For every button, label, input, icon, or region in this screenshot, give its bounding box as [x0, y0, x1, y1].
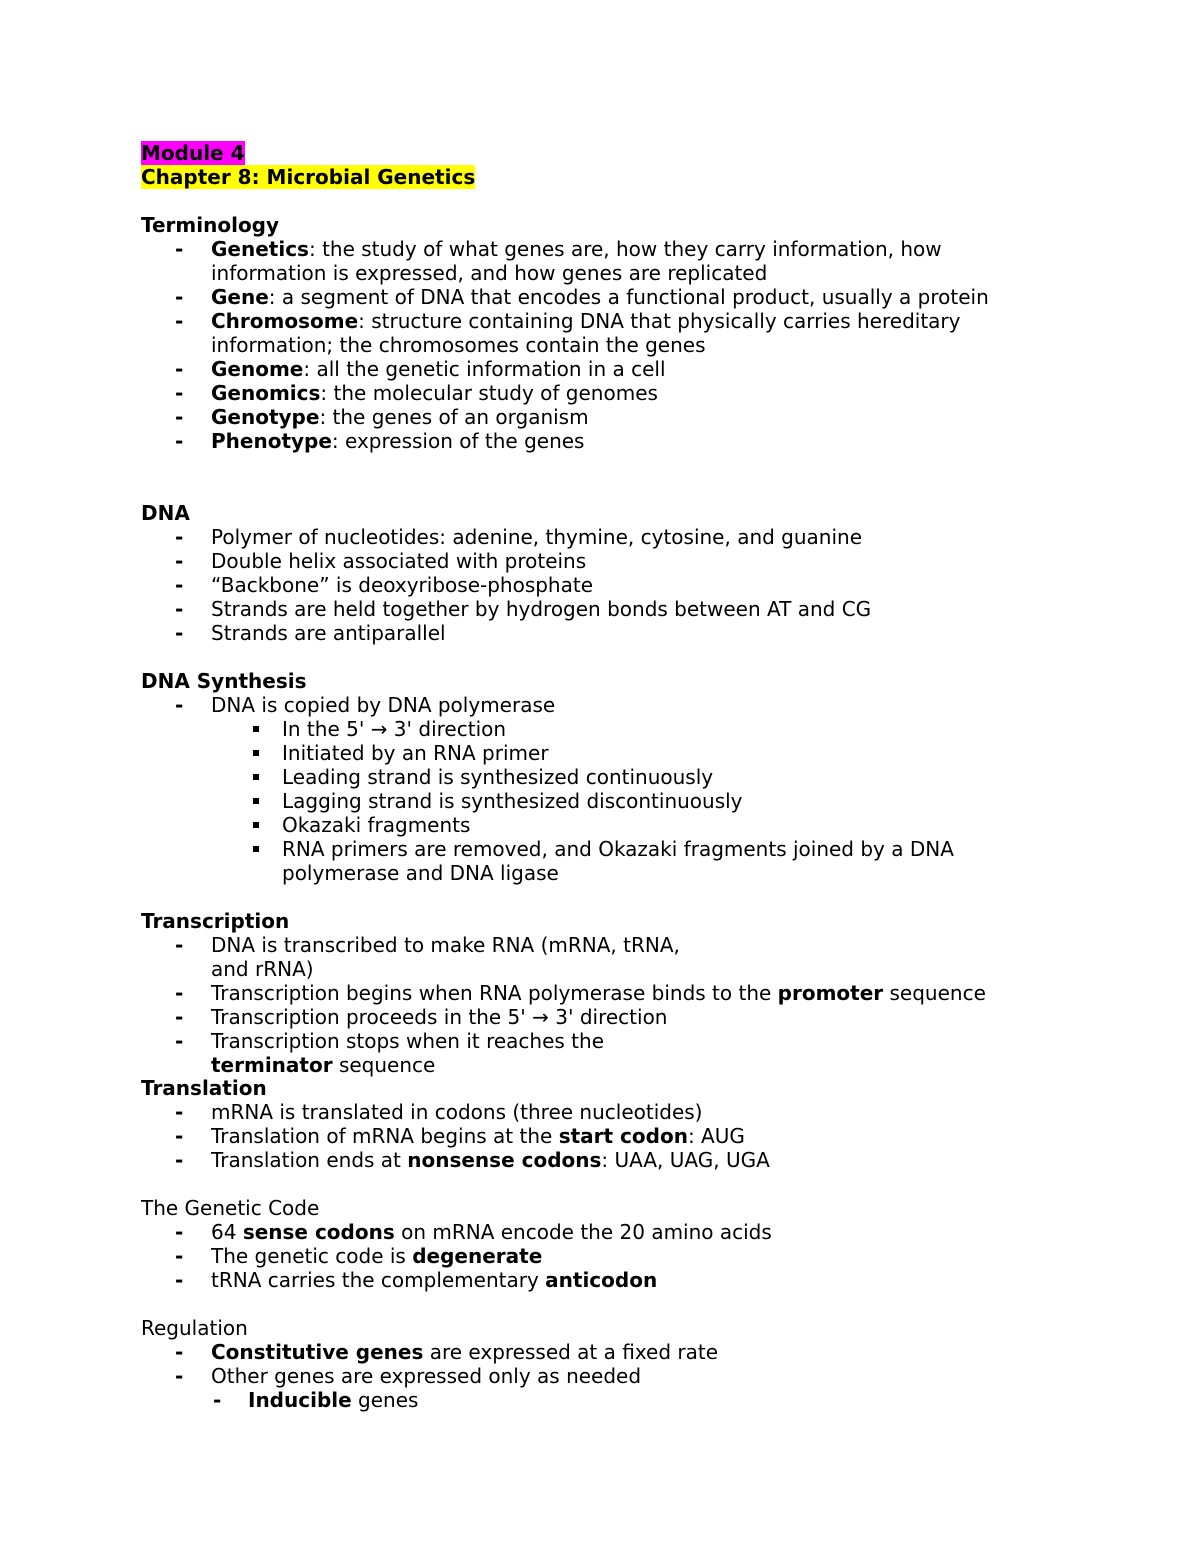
bold-term: sense codons [242, 1220, 395, 1244]
module-title: Module 4 [141, 141, 245, 165]
list-item-text: Transcription stops when it reaches the [211, 1029, 605, 1053]
dash-bullet: - [175, 381, 184, 405]
list-item-text: Gene: a segment of DNA that encodes a functional product, usually a protein [211, 285, 989, 309]
list-item-text: Constitutive genes are expressed at a fixed rate [211, 1340, 719, 1364]
list-item [141, 525, 1061, 549]
bold-term: Genotype [211, 405, 320, 429]
dash-bullet: - [175, 1124, 184, 1148]
dash-bullet: - [175, 1244, 184, 1268]
list-item-text: mRNA is translated in codons (three nucleotides) [211, 1100, 703, 1124]
list-item-text: Strands are held together by hydrogen bonds between AT and CG [211, 597, 872, 621]
square-bullet-icon [253, 726, 259, 732]
list-item [141, 1029, 1061, 1053]
dash-bullet: - [175, 1268, 184, 1292]
list-item-text: Translation of mRNA begins at the start codon: AUG [211, 1124, 745, 1148]
list-item-text: Chromosome: structure containing DNA that physically carries hereditary [211, 309, 961, 333]
dash-bullet: - [175, 549, 184, 573]
bold-term: start codon [558, 1124, 688, 1148]
dash-bullet: - [175, 429, 184, 453]
bold-term: Genetics [211, 237, 309, 261]
list-item-text: and rRNA) [211, 957, 314, 981]
list-item [141, 381, 1061, 405]
bold-term: anticodon [545, 1268, 658, 1292]
list-item [141, 1364, 1061, 1388]
list-item [141, 573, 1061, 597]
section-heading-regulation: Regulation [141, 1316, 248, 1340]
bold-term: Phenotype [211, 429, 332, 453]
list-item [141, 1244, 1061, 1268]
sub-list-item [141, 1388, 1061, 1412]
dash-bullet: - [175, 573, 184, 597]
list-item-text: polymerase and DNA ligase [282, 861, 559, 885]
list-item-text: Okazaki fragments [282, 813, 471, 837]
list-item-text: Genome: all the genetic information in a cell [211, 357, 666, 381]
bold-term: Gene [211, 285, 269, 309]
square-bullet-icon [253, 774, 259, 780]
list-item-text: information; the chromosomes contain the genes [211, 333, 706, 357]
bold-term: promoter [777, 981, 884, 1005]
list-item [141, 621, 1061, 645]
list-item-continuation [141, 261, 1061, 285]
dash-bullet: - [175, 1100, 184, 1124]
list-item-text: Transcription begins when RNA polymerase binds to the promoter sequence [211, 981, 986, 1005]
list-item [141, 1100, 1061, 1124]
list-item-text: 64 sense codons on mRNA encode the 20 amino acids [211, 1220, 772, 1244]
dash-bullet: - [175, 309, 184, 333]
list-item [141, 597, 1061, 621]
list-item [141, 933, 1061, 957]
list-item-text: Lagging strand is synthesized discontinuously [282, 789, 743, 813]
dash-bullet: - [175, 1364, 184, 1388]
dna-list [141, 525, 1061, 645]
section-heading-terminology: Terminology [141, 213, 280, 237]
bold-term: Genomics [211, 381, 321, 405]
list-item [141, 1340, 1061, 1364]
list-item-text: tRNA carries the complementary anticodon [211, 1268, 658, 1292]
document-page [141, 141, 1061, 1412]
list-item [141, 237, 1061, 261]
list-item [141, 429, 1061, 453]
list-item-text: Genomics: the molecular study of genomes [211, 381, 658, 405]
dash-bullet: - [175, 1340, 184, 1364]
bold-term: Inducible [248, 1388, 352, 1412]
list-item-text: Polymer of nucleotides: adenine, thymine, cytosine, and guanine [211, 525, 863, 549]
list-item-text: Transcription proceeds in the 5' → 3' direction [211, 1005, 668, 1029]
list-item-continuation [141, 1053, 1061, 1077]
list-item-continuation [141, 333, 1061, 357]
bold-term: terminator [211, 1053, 333, 1077]
dash-bullet: - [175, 405, 184, 429]
chapter-title: Chapter 8: Microbial Genetics [141, 165, 476, 189]
dash-bullet: - [175, 285, 184, 309]
bold-term: degenerate [412, 1244, 543, 1268]
sub-list-item-continuation [141, 861, 1061, 885]
list-item-text: “Backbone” is deoxyribose-phosphate [211, 573, 594, 597]
dash-bullet: - [175, 981, 184, 1005]
list-item [141, 405, 1061, 429]
dash-bullet: - [175, 1148, 184, 1172]
square-bullet-icon [253, 822, 259, 828]
sub-list-item [141, 717, 1061, 741]
list-item-text: Phenotype: expression of the genes [211, 429, 585, 453]
section-heading-dna-synthesis: DNA Synthesis [141, 669, 307, 693]
list-item [141, 1268, 1061, 1292]
list-item [141, 1220, 1061, 1244]
list-item-text: Leading strand is synthesized continuously [282, 765, 714, 789]
dash-bullet: - [175, 1005, 184, 1029]
sub-list-item [141, 837, 1061, 861]
list-item-text: DNA is copied by DNA polymerase [211, 693, 556, 717]
square-bullet-icon [253, 846, 259, 852]
sub-list-item [141, 813, 1061, 837]
list-item-text: In the 5' → 3' direction [282, 717, 507, 741]
sub-list-item [141, 765, 1061, 789]
list-item-text: Genetics: the study of what genes are, how they carry information, how [211, 237, 942, 261]
list-item-text: Inducible genes [248, 1388, 419, 1412]
dash-bullet: - [175, 621, 184, 645]
section-heading-transcription: Transcription [141, 909, 290, 933]
list-item-text: The genetic code is degenerate [211, 1244, 543, 1268]
dash-bullet: - [175, 1029, 184, 1053]
list-item-text: Strands are antiparallel [211, 621, 446, 645]
dash-bullet: - [175, 357, 184, 381]
synthesis-sublist [141, 717, 1061, 885]
square-bullet-icon [253, 750, 259, 756]
terminology-list [141, 237, 1061, 453]
list-item-text: Genotype: the genes of an organism [211, 405, 589, 429]
list-item-text: information is expressed, and how genes are replicated [211, 261, 768, 285]
square-bullet-icon [253, 798, 259, 804]
list-item [141, 981, 1061, 1005]
dash-bullet: - [175, 237, 184, 261]
sub-list-item [141, 789, 1061, 813]
list-item [141, 1124, 1061, 1148]
bold-term: Genome [211, 357, 304, 381]
list-item-text: Initiated by an RNA primer [282, 741, 549, 765]
list-item [141, 357, 1061, 381]
section-heading-translation: Translation [141, 1076, 267, 1100]
bold-term: Chromosome [211, 309, 359, 333]
dash-bullet: - [175, 933, 184, 957]
list-item-text: terminator sequence [211, 1053, 436, 1077]
list-item-text: Double helix associated with proteins [211, 549, 587, 573]
dash-bullet: - [175, 693, 184, 717]
bold-term: Constitutive genes [211, 1340, 424, 1364]
section-heading-genetic-code: The Genetic Code [141, 1196, 320, 1220]
list-item-text: Translation ends at nonsense codons: UAA, UAG, UGA [211, 1148, 770, 1172]
bold-term: nonsense codons [407, 1148, 602, 1172]
dash-bullet: - [175, 525, 184, 549]
list-item [141, 693, 1061, 717]
dash-bullet: - [175, 1220, 184, 1244]
list-item-continuation [141, 957, 1061, 981]
list-item [141, 285, 1061, 309]
list-item [141, 1148, 1061, 1172]
list-item-text: Other genes are expressed only as needed [211, 1364, 642, 1388]
list-item [141, 309, 1061, 333]
section-heading-dna: DNA [141, 501, 190, 525]
list-item-text: RNA primers are removed, and Okazaki fragments joined by a DNA [282, 837, 954, 861]
dash-bullet: - [175, 597, 184, 621]
sub-list-item [141, 741, 1061, 765]
dash-bullet: - [213, 1388, 222, 1412]
list-item [141, 1005, 1061, 1029]
list-item-text: DNA is transcribed to make RNA (mRNA, tRNA, [211, 933, 680, 957]
list-item [141, 549, 1061, 573]
